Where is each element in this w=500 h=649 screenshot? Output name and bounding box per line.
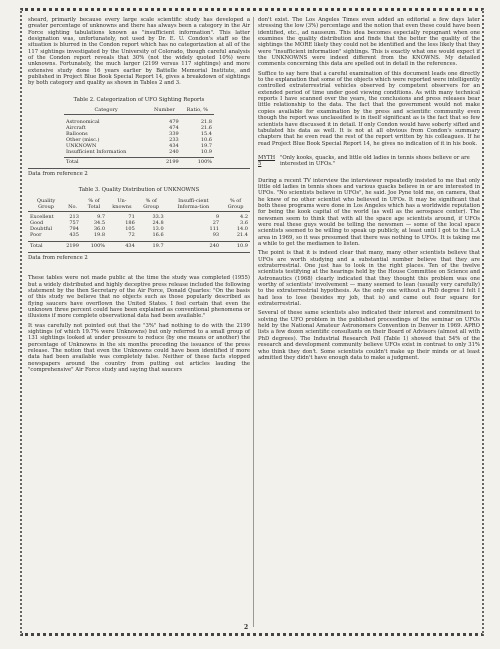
table-header: Un-knowns (107, 198, 137, 212)
table-cell: UNKNOWN (66, 142, 97, 149)
table-cell: 16.6 (152, 232, 164, 239)
paragraph: These tables were not made public at the time the study was completed (1955) but a widely distributed and highly deceptive press release included the following statement by the then Secretary of the Air Force, Donald Quarles: "On the basis of this study we believe that no objects such as those popularly described as flying saucers have overflown the United States. I feel certain that even the unknown three percent could have been explained as conventional phenomena or illusions if more complete observational data had been available." (28, 275, 250, 320)
table-cell: 111 (209, 226, 220, 233)
table-header-row (28, 198, 250, 212)
table-total-row (28, 241, 250, 249)
table-3 (28, 198, 250, 249)
table-cell: Total (28, 241, 64, 249)
table-cell: Doubtful (30, 226, 53, 233)
table-cell: 233 (169, 136, 179, 143)
table-cell: Balloons (66, 130, 88, 137)
table-total-row (64, 158, 214, 166)
table-cell: Excellent (30, 214, 54, 221)
table-cell: 757 (69, 220, 79, 227)
table-header: No. (64, 198, 81, 212)
table-2 (64, 107, 214, 165)
table-header: % of Group (137, 198, 166, 212)
table-2-caption: Table 2. Categorization of UFO Sighting Reports (73, 96, 205, 103)
left-column (28, 17, 250, 376)
table-cell: 24.8 (152, 220, 164, 227)
table-cell: 100% (81, 241, 107, 249)
table-cell: 2199 (66, 242, 79, 249)
table-cell: 19.8 (93, 232, 106, 239)
paragraph: Several of these same scientists also indicated their interest and commitment to solving the UFO problem in the published proceedings of the seminar on UFOs held by the National Amateur Astronomers Convention in Denver in 1969. APRO lists a few dozen scientific consultants on their Board of Advisors (almost all with PhD degrees). The Industrial Research Poll (Table 1) showed that 54% of the research and development community believe UFOs exist in contrast to only 31% who think they don't. Some scientists couldn't make up their minds or at least admitted they didn't have enough data to make a judgment. (258, 310, 480, 361)
table-cell: 10.9 (200, 148, 212, 155)
table-cell: 13.0 (152, 226, 164, 233)
table-cell: 435 (69, 232, 79, 239)
table-cell: 72 (128, 232, 135, 239)
paragraph: The point is that it is indeed clear that many, many other scientists believe that UFOs are worth studying and a substantial number believe that they are extraterrestrial. One just has to look in the right places. Ten of the twelve scientists testifying at the hearings held by the House Committee on Science and Astronautics (1968) clearly indicated that they thought this problem was one worthy of scientists' involvement — many seemed to lean (usually very carefully) to the extraterrestrial hypothesis. As the only one without a PhD degree I felt I had less to lose (besides my job, that is) and came out four square for extraterrestrial. (258, 250, 480, 308)
table-cell: Total (64, 158, 148, 166)
table-cell: 19.7 (137, 241, 166, 249)
table-cell: 186 (125, 220, 135, 227)
table-header: Insuffi-cient Informa-tion (166, 198, 221, 212)
table-cell: 105 (125, 226, 135, 233)
page-number: 2 (244, 624, 249, 631)
paragraph: sheard, primarily because every large scale scientific study has developed a greater percentage of unknowns and there has always been a category in the Air Force sighting tabulations known as "insufficient information". This latter designation was, unfortunately, not used by Dr. E. U. Condon's staff so the situation is blurred in the Condon report which has no categorization at all of the 117 sightings investigated by the University of Colorado, though careful analysis of the Condon report reveals that 30% (not the widely quoted 10%) were unknowns. Fortunately, the much larger (2199 versus 117 sightings) and more extensive study done 16 years earlier by Battelle Memorial Institute, and published in Project Blue Book Special Report 14, gives a breakdown of sightings by both category and quality as shown in Tables 2 and 3. (28, 17, 250, 87)
myth-text: "Only kooks, quacks, and little old ladies in tennis shoes believe or are interested in UFOs." (279, 154, 470, 168)
paragraph: During a recent TV interview the interviewer repeatedly insisted to me that only little old ladies in tennis shoes and various quacks believe in or are interested in UFOs. "No scientists believe in UFOs", he said. Joe Pyne told me, on camera, that he knew of no other scientist who believed in UFOs. It may be significant that both these programs were done in Los Angeles which has a worldwide reputation for being the kook capital of the world (as well as the aerospace center). The newsmen seem to think that with all the space age scientists around, if UFOs were real these guys would be telling the newsmen — some of the local space scientists seemed to be willing to speak up publicly, at least until I got to the L.A area in 1969, so it was presumed that there was nothing to UFOs. It is taking me a while to get the mediamen to listen. (258, 177, 480, 247)
table-cell: 21.8 (200, 118, 212, 125)
table-cell: 240 (166, 241, 221, 249)
table-cell: 9.7 (97, 214, 106, 221)
table-cell: 14.0 (236, 226, 248, 233)
right-column (258, 17, 480, 364)
table-cell: 794 (69, 226, 79, 233)
table-cell: 9 (215, 214, 220, 221)
document-page (20, 8, 484, 636)
table-header: Quality Group (28, 198, 64, 212)
table-header: % of Group (221, 198, 250, 212)
table-cell: 34.5 (93, 220, 106, 227)
table-cell: Good (30, 220, 44, 227)
table-cell: 15.4 (200, 130, 212, 137)
table-header-row (64, 107, 214, 115)
table-3-caption: Table 3. Quality Distribution of UNKNOWNS (78, 187, 200, 194)
table-cell: Astronomical (66, 118, 100, 125)
column-divider (253, 17, 254, 627)
table-cell: 10.9 (221, 241, 250, 249)
table-cell: 240 (169, 148, 179, 155)
table-header: Ratio, % (181, 107, 214, 115)
table-header: Category (64, 107, 148, 115)
table-cell: 100% (181, 158, 214, 166)
paragraph: Suffice to say here that a careful examination of this document leads one directly to the explanation that some of the objects which were reported were intelligently controlled extraterrestrial vehicles observed by competent observers for an extended period of time under good viewing conditions. As with many technical reports I have scanned over the years, the conclusions and press releases bear little relationship to the data. The fact that the government would not make copies available for examination by the press and scientific community even though the report was unclassified is in itself significant as is the fact that so few scientists have discussed it in detail. If only Condon would have soberly sifted and tabulated his data as well. It is not at all obvious from Condon's summary chapters that he even read the rest of the report written by his colleagues. If he read Project Blue Book Special Report 14, he gives no indication of it in his book. (258, 70, 480, 147)
table-cell: 479 (169, 118, 179, 125)
table-cell: 27 (212, 220, 220, 227)
table-cell: Poor (30, 232, 42, 239)
table-source: Data from reference 2 (28, 168, 250, 177)
table-cell: 71 (128, 214, 135, 221)
table-cell: 19.7 (200, 142, 212, 149)
table-cell: 434 (107, 241, 137, 249)
table-cell: 213 (69, 214, 79, 221)
table-cell: 474 (169, 124, 179, 131)
table-cell: 21.4 (236, 232, 248, 239)
table-cell: 2199 (148, 158, 181, 166)
table-cell: Other (misc.) (66, 136, 100, 143)
myth-label: MYTH 5 (258, 154, 276, 168)
table-cell: 93 (212, 232, 220, 239)
table-cell: 21.6 (200, 124, 212, 131)
table-cell: 339 (169, 130, 179, 137)
paragraph: It was carefully not pointed out that the "3%" had nothing to do with the 2199 sightings (of which 19.7% were Unknowns) but only referred to a small group of 131 sightings looked at under pressure to reduce (by one means or another) the percentage of Unknowns in the six months preceding the issuance of the press release. The notion that even the Unknowns could have been identified if more data had been available was completely false. Neither of these facts stopped newspapers around the country from putting out articles lauding the "comprehensive" Air Force study and saying that saucers (28, 322, 250, 373)
table-cell: Insufficient Information (66, 148, 127, 155)
table-source: Data from reference 2 (28, 252, 250, 261)
myth-callout (258, 155, 480, 168)
table-header: Number (148, 107, 181, 115)
table-cell: 3.6 (240, 220, 248, 227)
table-cell: 10.6 (200, 136, 212, 143)
table-cell: 4.2 (240, 214, 248, 221)
table-cell: 36.0 (93, 226, 106, 233)
paragraph: don't exist. The Los Angeles Times even added an editorial a few days later stressing the low (3%) percentage and the notion that even these could have been identified, etc., ad nauseum. This idea becomes especially repugnant when one examines the quality distribution and finds that the better the quality of the sightings the MORE likely they could not be identified and the less likely that they were "insufficient information" sightings. This is exactly what one would expect if the UNKNOWNS were indeed different from the KNOWNS. My detailed comments concerning this data are spelled out in detail in the references. (258, 17, 480, 68)
table-cell: 33.3 (152, 214, 164, 221)
table-cell: Aircraft (66, 124, 86, 131)
table-header: % of Total (81, 198, 107, 212)
table-cell: 434 (169, 142, 179, 149)
